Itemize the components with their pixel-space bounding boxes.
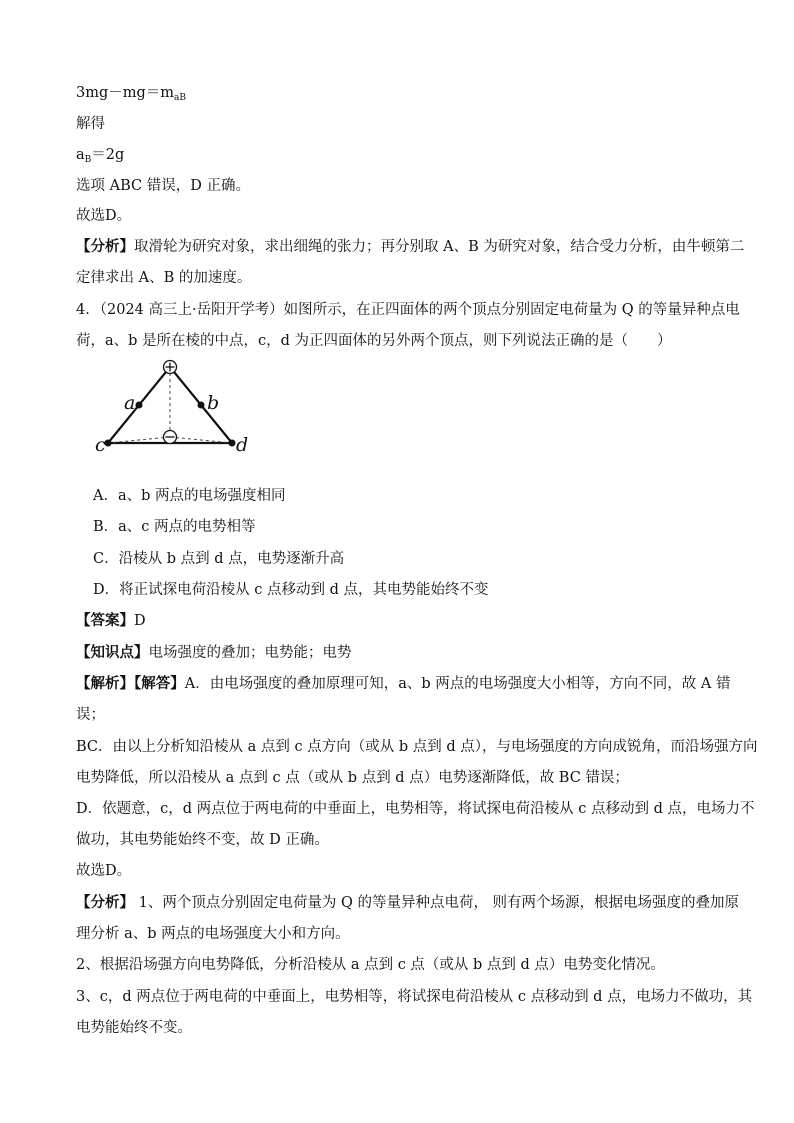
prev-choose: 故选D。 [76,208,132,224]
answer-tag: 【答案】 [76,612,134,629]
label-b: b [207,392,220,414]
point-d [229,440,236,447]
solution-choose: 故选D。 [76,863,132,879]
analysis-tag-2: 【分析】 [76,894,134,911]
analysis-line-4: 3、c，d 两点位于两电荷的中垂面上，电势相等，将试探电荷沿棱从 c 点移动到 d 点，电场力不做功，其 [76,989,753,1005]
knowledge-value: 电场强度的叠加；电势能；电势 [148,645,352,661]
analysis-line-5: 电势能始终不变。 [76,1020,192,1036]
label-a: a [124,392,136,414]
result-value: ＝2g [91,147,125,163]
result-var: a [76,147,85,163]
point-b [198,402,205,409]
knowledge-line [76,643,352,663]
analysis-line-3: 2、根据沿场强方向电势降低，分析沿棱从 a 点到 c 点（或从 b 点到 d 点）电势变化情况。 [76,957,665,973]
solution-line-2: 误； [76,707,105,723]
answer-value: D [134,613,146,629]
analysis-tag: 【分析】 [76,238,134,255]
option-c: C．沿棱从 b 点到 d 点，电势逐渐升高 [93,551,345,567]
answer-line [76,611,146,631]
knowledge-tag: 【知识点】 [76,644,149,661]
option-note: 选项 ABC 错误，D 正确。 [76,178,250,194]
label-d: d [236,434,249,456]
solution-tag: 【解析】【解答】 [76,675,185,692]
solution-line-6: 做功，其电势能始终不变，故 D 正确。 [76,832,329,848]
prev-analysis-line-1 [76,237,744,257]
point-a [136,402,143,409]
solution-line-3: BC．由以上分析知沿棱从 a 点到 c 点方向（或从 b 点到 d 点），与电场强度的方向成锐角，而沿场强方向 [76,739,758,755]
analysis-text: 取滑轮为研究对象，求出细绳的张力；再分别取 A、B 为研究对象，结合受力分析，由牛顿第二 [134,239,745,255]
equation-line [76,83,186,108]
analysis-text-1: 1、两个顶点分别固定电荷量为 Q 的等量异种点电荷， 则有两个场源，根据电场强度的叠加原 [134,895,740,911]
equation-subscript: aB [174,93,187,103]
prev-analysis-line-2: 定律求出 A、B 的加速度。 [76,270,252,286]
solution-line-1 [76,674,730,694]
option-b: B．a、c 两点的电势相等 [93,519,256,535]
solve-word: 解得 [76,116,105,132]
solution-line-5: D．依题意，c，d 两点位于两电荷的中垂面上，电势相等，将试探电荷沿棱从 c 点移动到 d 点，电场力不 [76,801,755,817]
solution-line-4: 电势降低，所以沿棱从 a 点到 c 点（或从 b 点到 d 点）电势逐渐降低，故 BC 错误； [76,770,629,786]
label-c: c [95,434,106,456]
option-a: A．a、b 两点的电场强度相同 [93,488,286,504]
question-line-2: 荷，a、b 是所在棱的中点，c，d 为正四面体的另外两个顶点，则下列说法正确的是（ ） [76,333,672,349]
result-equation [76,145,124,170]
option-d: D．将正试探电荷沿棱从 c 点移动到 d 点，其电势能始终不变 [93,582,489,598]
equation-main: 3mg－mg＝m [76,85,175,101]
result-subscript: B [84,155,92,165]
question-line-1: 4．（2024 高三上·岳阳开学考）如图所示，在正四面体的两个顶点分别固定电荷量为 Q 的等量异种点电 [76,302,740,318]
tetrahedron-figure [90,355,260,480]
analysis-line-2: 理分析 a、b 两点的电场强度大小和方向。 [76,926,350,942]
analysis-line-1 [76,893,739,913]
solution-text: A．由电场强度的叠加原理可知，a、b 两点的电场强度大小相等，方向不同，故 A 错 [184,676,731,692]
